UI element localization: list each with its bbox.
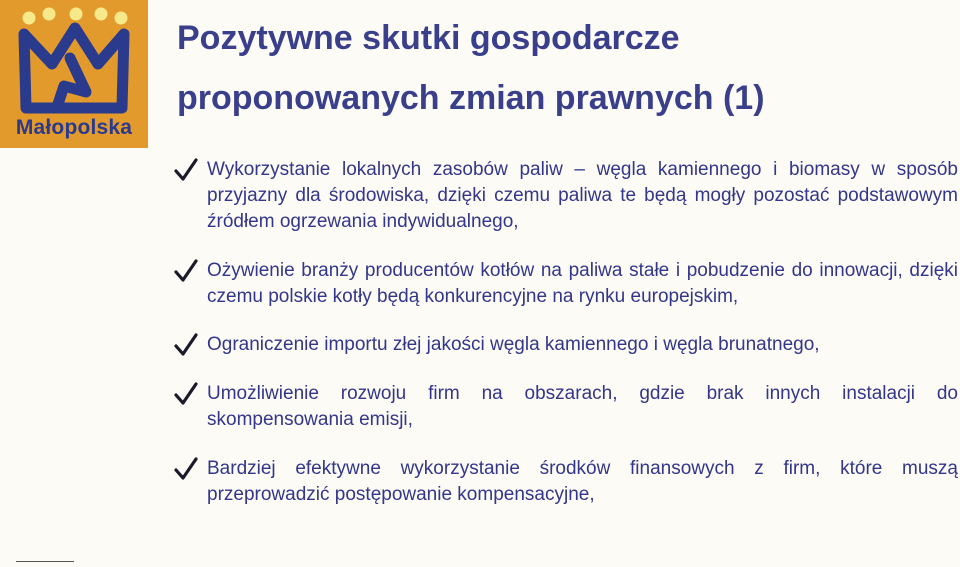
slide-title-line-1: Pozytywne skutki gospodarcze	[177, 19, 680, 57]
logo-wordmark: Małopolska	[15, 116, 133, 139]
bullet-item	[207, 258, 958, 310]
checkmark-icon	[173, 381, 199, 407]
slide-title	[177, 8, 765, 128]
bullet-text: Bardziej efektywne wykorzystanie środków finansowych z firm, które muszą przeprowadzić postępowanie kompensacyjne,	[207, 458, 958, 505]
bullet-item	[207, 332, 958, 358]
bullet-text: Ożywienie branży producentów kotłów na paliwa stałe i pobudzenie do innowacji, dzięki czemu polskie kotły będą konkurencyjne na rynku europejskim,	[207, 260, 958, 307]
bullet-item	[207, 456, 958, 508]
bullet-text: Umożliwienie rozwoju firm na obszarach, gdzie brak innych instalacji do skompensowania emisji,	[207, 383, 958, 430]
bullet-item	[207, 381, 958, 433]
bullet-list	[207, 157, 958, 508]
bullet-item	[207, 157, 958, 235]
slide-title-line-2: proponowanych zmian prawnych (1)	[177, 79, 765, 117]
malopolska-logo	[0, 0, 148, 148]
checkmark-icon	[173, 332, 199, 358]
bullet-text: Ograniczenie importu złej jakości węgla kamiennego i węgla brunatnego,	[207, 334, 820, 355]
footer-divider	[16, 561, 74, 562]
checkmark-icon	[173, 157, 199, 183]
checkmark-icon	[173, 258, 199, 284]
bullet-text: Wykorzystanie lokalnych zasobów paliw – węgla kamiennego i biomasy w sposób przyjazny dla środowiska, dzięki czemu paliwa te będą mogły pozostać podstawowym źródłem ogrzewania indywidualnego,	[207, 159, 958, 232]
checkmark-icon	[173, 456, 199, 482]
